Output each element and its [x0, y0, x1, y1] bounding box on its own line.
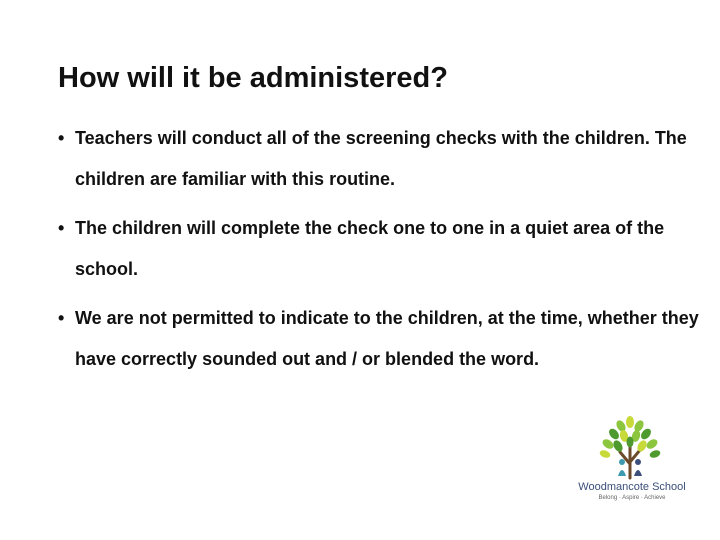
- logo-tagline: Belong · Aspire · Achieve: [598, 495, 666, 501]
- bullet-item: [58, 208, 708, 290]
- logo-school-name: Woodmancote School: [578, 481, 686, 493]
- bullet-text: We are not permitted to indicate to the children, at the time, whether they have correctly sounded out and / or blended the word.: [75, 308, 699, 369]
- bullet-dot: •: [58, 128, 65, 148]
- bullet-dot: •: [58, 308, 65, 328]
- slide-title: How will it be administered?: [58, 62, 448, 94]
- bullet-dot: •: [58, 218, 65, 238]
- bullet-list: [58, 118, 708, 388]
- bullet-text: The children will complete the check one to one in a quiet area of the school.: [75, 218, 665, 279]
- bullet-item: [58, 298, 708, 380]
- bullet-text: Teachers will conduct all of the screening checks with the children. The children are familiar with this routine.: [75, 128, 687, 189]
- school-logo: [572, 414, 692, 514]
- bullet-item: [58, 118, 708, 200]
- tree-icon: [572, 414, 692, 482]
